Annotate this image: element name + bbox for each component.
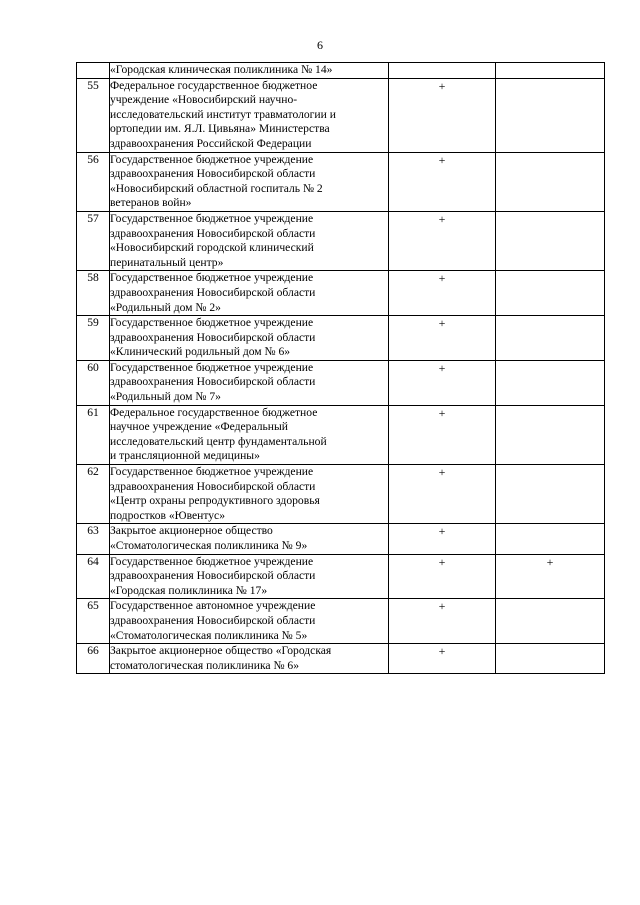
table-row [77,63,605,79]
mark-column-b [496,316,605,361]
organization-name-line: Государственное бюджетное учреждение [110,360,314,374]
organization-name-line: ортопедии им. Я.Л. Цивьяна» Министерства [110,122,330,136]
organization-name [110,271,389,316]
mark-column-b [496,211,605,270]
organization-name [110,63,389,79]
organization-name-line: «Новосибирский областной госпиталь № 2 [110,181,323,195]
organization-name-line: учреждение «Новосибирский научно- [110,93,298,107]
table-row [77,78,605,152]
organization-name-line: здравоохранения Новосибирской области [110,613,316,627]
organization-name-line: «Городская клиническая поликлиника № 14» [110,63,333,76]
organization-name [110,152,389,211]
mark-column-b [496,78,605,152]
organization-name-line: здравоохранения Новосибирской области [110,330,316,344]
row-number: 59 [77,316,110,361]
mark-column-b [496,360,605,405]
organization-name-line: здравоохранения Новосибирской области [110,375,316,389]
organization-name-line: подростков «Ювентус» [110,508,225,522]
organization-name-line: исследовательский институт травматологии и [110,107,336,121]
row-number: 64 [77,554,110,599]
row-number: 57 [77,211,110,270]
table-row [77,524,605,554]
organization-name [110,316,389,361]
organization-name-line: Государственное бюджетное учреждение [110,554,314,568]
row-number: 56 [77,152,110,211]
organization-name-line: Федеральное государственное бюджетное [110,78,318,92]
table-row [77,316,605,361]
page-number: 6 [317,38,323,52]
organization-name-line: стоматологическая поликлиника № 6» [110,658,300,672]
organization-name-line: Закрытое акционерное общество «Городская [110,644,332,658]
row-number: 63 [77,524,110,554]
organization-name-line: «Новосибирский городской клинический [110,241,314,255]
organizations-table [76,62,605,674]
table-row [77,405,605,464]
organization-name [110,644,389,674]
organization-name-line: Государственное бюджетное учреждение [110,152,314,166]
organization-name-line: здравоохранения Новосибирской области [110,167,316,181]
organization-name-line: Государственное бюджетное учреждение [110,465,314,479]
organization-name-line: здравоохранения Новосибирской области [110,569,316,583]
organization-name-line: «Родильный дом № 7» [110,390,221,404]
row-number: 66 [77,644,110,674]
organization-name [110,524,389,554]
table-body [77,63,605,674]
mark-column-a: + [389,316,496,361]
mark-column-b [496,599,605,644]
mark-column-b [496,63,605,79]
organization-name-line: здравоохранения Новосибирской области [110,285,316,299]
mark-column-b [496,524,605,554]
organization-name-line: «Стоматологическая поликлиника № 9» [110,539,308,552]
mark-column-a: + [389,271,496,316]
organization-name-line: Федеральное государственное бюджетное [110,405,318,419]
row-number: 61 [77,405,110,464]
table-row [77,554,605,599]
organization-name-line: Государственное бюджетное учреждение [110,211,314,225]
organization-name-line: научное учреждение «Федеральный [110,420,288,434]
table-row [77,644,605,674]
mark-column-a: + [389,360,496,405]
mark-column-a: + [389,465,496,524]
table-row [77,271,605,316]
table-row [77,465,605,524]
mark-column-a [389,63,496,79]
mark-column-b [496,644,605,674]
mark-column-a: + [389,524,496,554]
organization-name-line: здравоохранения Российской Федерации [110,136,312,150]
organization-name-line: и трансляционной медицины» [110,449,260,463]
organization-name-line: здравоохранения Новосибирской области [110,479,316,493]
mark-column-a: + [389,644,496,674]
organization-name-line: здравоохранения Новосибирской области [110,226,316,240]
mark-column-a: + [389,211,496,270]
mark-column-b [496,405,605,464]
mark-column-b [496,271,605,316]
row-number: 60 [77,360,110,405]
row-number: 55 [77,78,110,152]
mark-column-a: + [389,599,496,644]
organization-name-line: Государственное бюджетное учреждение [110,316,314,330]
mark-column-b: + [496,554,605,599]
organization-name-line: перинатальный центр» [110,255,224,269]
mark-column-b [496,465,605,524]
organization-name [110,211,389,270]
row-number: 58 [77,271,110,316]
row-number: 65 [77,599,110,644]
organization-name-line: Государственное автономное учреждение [110,599,316,613]
organization-name-line: «Клинический родильный дом № 6» [110,345,291,359]
organization-name [110,554,389,599]
organization-name-line: ветеранов войн» [110,196,192,210]
mark-column-a: + [389,152,496,211]
organization-name-line: «Родильный дом № 2» [110,300,221,314]
organization-name-line: Государственное бюджетное учреждение [110,271,314,285]
organization-name [110,465,389,524]
organization-name [110,360,389,405]
table-row [77,599,605,644]
table-row [77,152,605,211]
row-number [77,63,110,79]
mark-column-b [496,152,605,211]
mark-column-a: + [389,405,496,464]
organization-name-line: Закрытое акционерное общество [110,524,273,538]
organization-name [110,78,389,152]
organization-name [110,405,389,464]
organization-name-line: исследовательский центр фундаментальной [110,434,327,448]
organization-name-line: «Городская поликлиника № 17» [110,583,268,597]
table-row [77,211,605,270]
organization-name-line: «Стоматологическая поликлиника № 5» [110,628,308,642]
mark-column-a: + [389,554,496,599]
mark-column-a: + [389,78,496,152]
organization-name-line: «Центр охраны репродуктивного здоровья [110,494,320,508]
organization-name [110,599,389,644]
row-number: 62 [77,465,110,524]
table-row [77,360,605,405]
